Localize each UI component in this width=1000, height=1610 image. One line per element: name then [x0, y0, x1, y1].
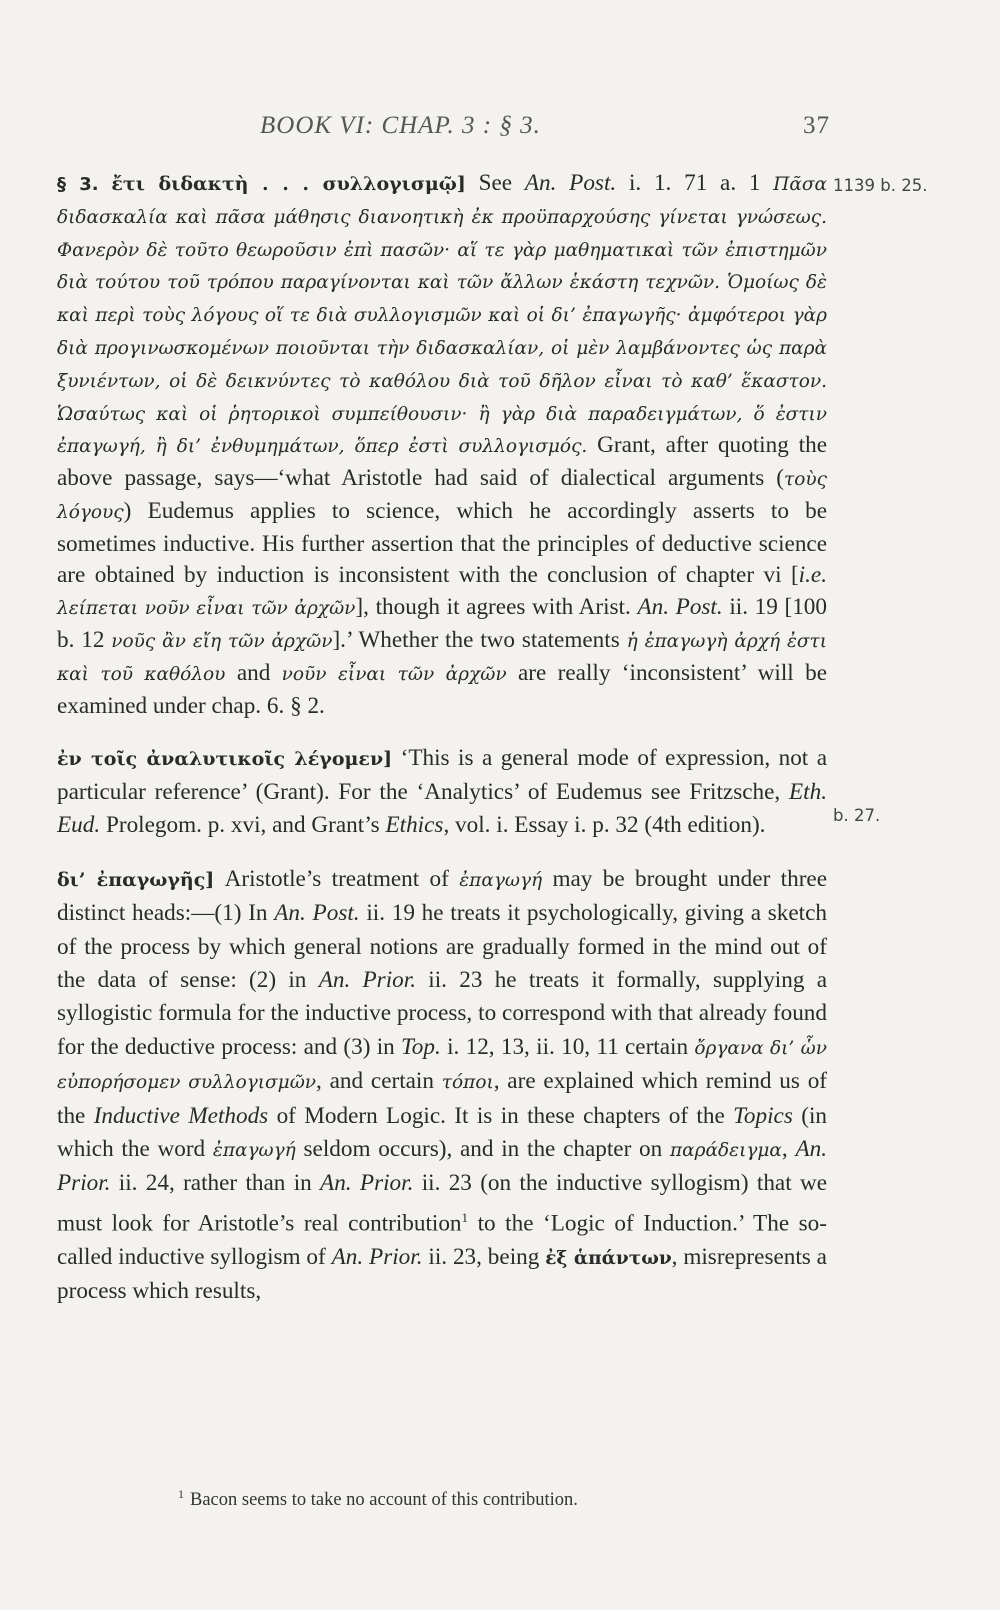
text-run: i. 12, 13, ii. 10, 11 certain [440, 1033, 695, 1060]
text-run: , vol. i. Essay i. p. 32 (4th edition). [443, 812, 766, 839]
citation: Ethics [385, 812, 444, 839]
greek-phrase: ἐξ ἁπάντων [545, 1247, 672, 1269]
citation: An. Post. [524, 170, 617, 196]
text-run: may be brought under three distinct heads:—(1) In [57, 865, 827, 927]
citation: Eth. Eud. [57, 778, 827, 839]
text-run: ) Eudemus applies to science, which he accordingly asserts to be sometimes inductive. His further assertion that the principles of deductive science are obtained by induction is inconsistent with the conclusion of chapter vi [ [57, 497, 827, 588]
citation: Inductive Methods [93, 1102, 269, 1129]
text-run: ], though it agrees with Arist. [355, 594, 638, 621]
text-run: ii. 19 he treats it psychologically, giving a sketch of the process by which general notions are gradually formed in the mind out of the data of sense: (2) in [57, 900, 827, 993]
text-run: seldom occurs), and in the chapter on [295, 1136, 670, 1163]
citation: An. Post. [274, 900, 360, 927]
margin-note: 1139 b. 25. [833, 176, 928, 195]
greek-phrase: ἐπαγωγή [459, 869, 543, 891]
page-number: 37 [803, 112, 830, 139]
footnote-mark: 1 [178, 1487, 184, 1501]
footnote-reference[interactable]: 1 [461, 1209, 469, 1225]
text-run: to the ‘Logic of Induction.’ The so-called inductive syllogism of [57, 1210, 827, 1270]
greek-phrase: ἡ ἐπαγωγὴ ἀρχή ἐστι καὶ τοῦ καθόλου [57, 631, 828, 685]
text-run: ii. 23, being [422, 1243, 546, 1270]
text-run: ].’ Whether the two statements [332, 627, 627, 654]
text-run: and [225, 659, 282, 686]
citation: Top. [401, 1033, 441, 1060]
text-run: ii. 24, rather than in [110, 1170, 321, 1197]
text-run: (in which the word [57, 1102, 827, 1163]
greek-quotation: Πᾶσα διδασκαλία καὶ πᾶσα μάθησις διανοητικὴ ἐκ προϋπαρχούσης γίνεται γνώσεως. Φανερὸν δὲ τοῦτο θεωροῦσιν ἐπὶ πασῶν· αἵ τε γὰρ μαθηματικαὶ τῶν ἐπιστημῶν διὰ τούτου τοῦ τρόπου παραγίνονται καὶ τῶν ἄλλων ἑκάστη τεχνῶν. Ὁμοίως δὲ καὶ περὶ τοὺς λόγους οἵ τε διὰ συλλογισμῶν καὶ οἱ δι’ ἐπαγωγῆς· ἀμφότεροι γὰρ διὰ προγινωσκομένων ποιοῦνται τὴν διδασκαλίαν, οἱ μὲν λαμβάνοντες ὡς παρὰ ξυνιέντων, οἱ δὲ δεικνύντες τὸ καθόλου διὰ τοῦ δῆλον εἶναι τὸ καθ’ ἕκαστον. Ὡσαύτως καὶ οἱ ῥητορικοὶ συμπείθουσιν· ἢ γὰρ διὰ παραδειγμάτων, ὅ ἐστιν ἐπαγωγή, ἢ δι’ ἐνθυμημάτων, ὅπερ ἐστὶ συλλογισμός. [57, 174, 827, 458]
citation: An. Prior. [320, 1170, 414, 1197]
running-head: BOOK VI: CHAP. 3 : § 3. [260, 112, 541, 139]
footnote [178, 1487, 578, 1511]
footnote-text: Bacon seems to take no account of this contribution. [190, 1490, 578, 1511]
text-run: are really ‘inconsistent’ will be examined under chap. 6. § 2. [57, 659, 827, 719]
greek-phrase: τοὺς λόγους [57, 469, 827, 523]
greek-phrase: νοῦν εἶναι τῶν ἀρχῶν [281, 663, 507, 685]
commentary-body [57, 168, 827, 1309]
text-run: i. 1. 71 a. 1 [616, 170, 774, 196]
text-run: , [781, 1136, 796, 1163]
greek-phrase: ὄργανα δι’ ὧν εὐπορήσομεν συλλογισμῶν [57, 1037, 828, 1094]
text-run: ii. 23 he treats it formally, supplying a syllogistic formula for the inductive process, to correspond with that already found for the deductive process: and (3) in [57, 966, 827, 1060]
page-header [260, 112, 830, 152]
text-run: ii. 23 (on the inductive syllogism) that we must look for Aristotle’s real contribution [57, 1170, 827, 1237]
text-run: Grant, after quoting the above passage, says—‘what Aristotle had said of dialectical arguments ( [57, 432, 827, 492]
section-number: § 3. [57, 174, 99, 195]
greek-phrase: λείπεται νοῦν εἶναι τῶν ἀρχῶν [57, 598, 356, 620]
citation: An. Post. [637, 594, 723, 621]
citation: Topics [733, 1102, 793, 1129]
citation: An. Prior. [57, 1136, 828, 1197]
commentary-paragraph [57, 168, 827, 722]
greek-phrase: τόποι [441, 1072, 494, 1094]
text-run: , misrepresents a process which results, [57, 1243, 827, 1305]
commentary-paragraph [57, 863, 827, 1309]
citation: An. Prior. [331, 1243, 423, 1270]
text-run: Prolegom. p. xvi, and Grant’s [100, 812, 386, 839]
citation: An. Prior. [318, 966, 416, 993]
text-run: ‘This is a general mode of expression, not a particular reference’ (Grant). For the ‘Analytics’ of Eudemus see Fritzsche, [57, 744, 827, 805]
text-run: , are explained which remind us of the [57, 1068, 828, 1129]
lemma: ἐν τοῖς ἀναλυτικοῖς λέγομεν] [57, 747, 393, 770]
text-run: , and certain [316, 1068, 442, 1095]
greek-phrase: νοῦς ἂν εἴη τῶν ἀρχῶν [111, 631, 333, 653]
margin-note: b. 27. [833, 806, 881, 825]
greek-phrase: παράδειγμα [669, 1140, 782, 1162]
abbreviation: i.e. [798, 561, 827, 588]
text-run: Aristotle’s treatment of [214, 865, 460, 892]
lemma: δι’ ἐπαγωγῆς] [57, 868, 215, 891]
greek-phrase: ἐπαγωγή [212, 1140, 296, 1162]
commentary-paragraph [57, 742, 827, 843]
text-run: ii. 19 [100 b. 12 [57, 594, 827, 654]
lemma: ἔτι διδακτὴ . . . συλλογισμῷ] [111, 173, 466, 195]
text-run: of Modern Logic. It is in these chapters of the [268, 1102, 734, 1129]
text-run: See [465, 170, 525, 196]
